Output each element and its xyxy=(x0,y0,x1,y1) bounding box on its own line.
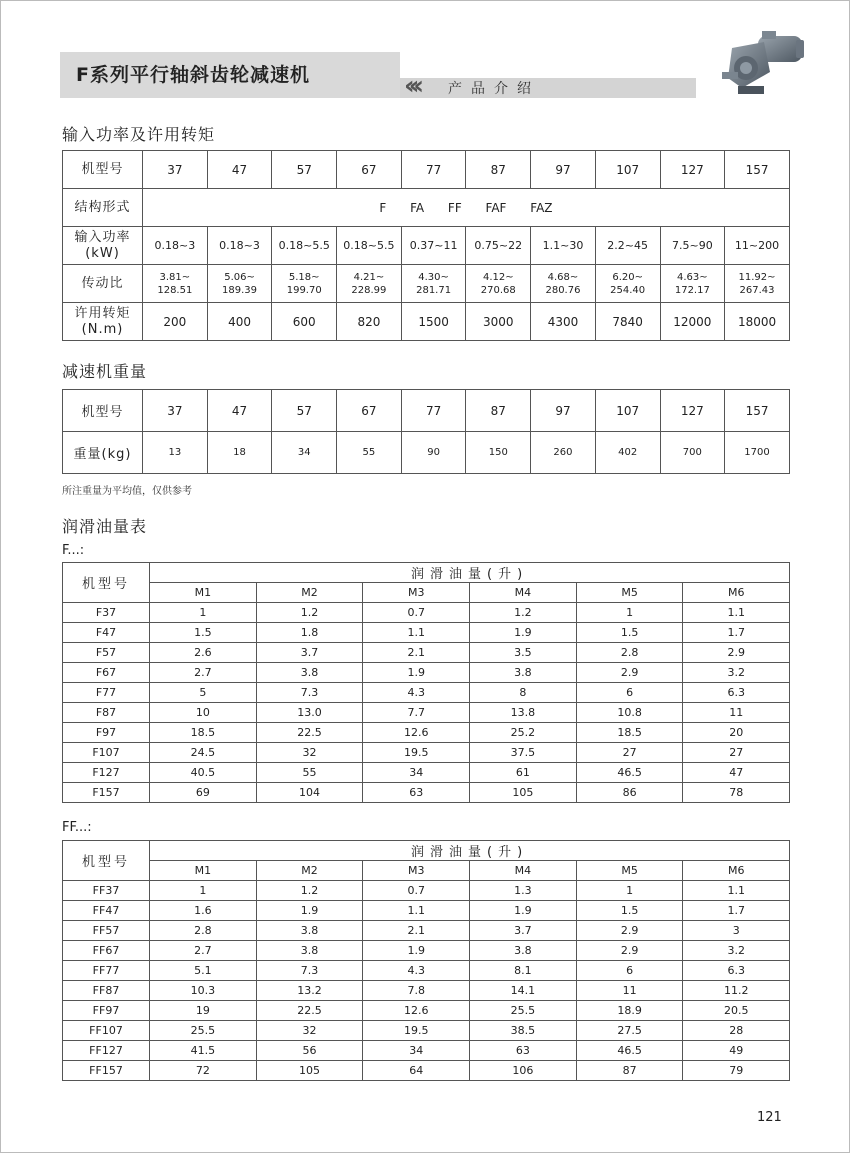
power-cell: 0.18~5.5 xyxy=(272,227,337,265)
oil-value-cell: 63 xyxy=(470,1041,577,1061)
table-row xyxy=(63,1061,790,1081)
oil-value-cell: 1.5 xyxy=(576,623,683,643)
model-cell: 157 xyxy=(725,151,790,189)
model-cell: FF67 xyxy=(63,941,150,961)
power-cell: 0.37~11 xyxy=(401,227,466,265)
oil-value-cell: 13.8 xyxy=(470,703,577,723)
model-cell: F47 xyxy=(63,623,150,643)
model-cell: 47 xyxy=(207,390,272,432)
oil-value-cell: 47 xyxy=(683,763,790,783)
oil-value-cell: 2.9 xyxy=(683,643,790,663)
ratio-min: 4.12~ xyxy=(482,271,514,283)
model-cell: 37 xyxy=(143,390,208,432)
torque-label-line2: (N.m) xyxy=(81,321,124,337)
ratio-min: 4.21~ xyxy=(353,271,385,283)
oil-value-cell: 27 xyxy=(576,743,683,763)
oil-value-cell: 64 xyxy=(363,1061,470,1081)
oil-value-cell: 2.6 xyxy=(150,643,257,663)
oil-value-cell: 11.2 xyxy=(683,981,790,1001)
oil-header: 润滑油量(升) xyxy=(150,841,790,861)
table-row xyxy=(63,881,790,901)
oil-value-cell: 46.5 xyxy=(576,1041,683,1061)
ratio-max: 254.40 xyxy=(610,284,646,296)
header-strip xyxy=(400,78,696,98)
oil-value-cell: 1.6 xyxy=(150,901,257,921)
model-cell: 107 xyxy=(595,390,660,432)
power-cell: 0.75~22 xyxy=(466,227,531,265)
power-label-line1: 输入功率 xyxy=(74,229,131,245)
oil-value-cell: 25.2 xyxy=(470,723,577,743)
oil-value-cell: 46.5 xyxy=(576,763,683,783)
table-row xyxy=(63,303,790,341)
model-cell: 47 xyxy=(207,151,272,189)
ratio-cell xyxy=(337,265,402,303)
oil-value-cell: 87 xyxy=(576,1061,683,1081)
torque-cell: 1500 xyxy=(401,303,466,341)
oil-value-cell: 11 xyxy=(576,981,683,1001)
mount-header: M1 xyxy=(150,583,257,603)
power-cell: 0.18~5.5 xyxy=(337,227,402,265)
ratio-min: 6.20~ xyxy=(612,271,643,283)
oil-value-cell: 1.7 xyxy=(683,623,790,643)
oil-value-cell: 1.1 xyxy=(683,603,790,623)
model-cell: FF57 xyxy=(63,921,150,941)
table-row xyxy=(63,1021,790,1041)
table-row xyxy=(63,227,790,265)
model-cell: 57 xyxy=(272,390,337,432)
oil-value-cell: 13.2 xyxy=(256,981,363,1001)
oil-value-cell: 2.9 xyxy=(576,921,683,941)
model-cell: F77 xyxy=(63,683,150,703)
power-cell: 1.1~30 xyxy=(531,227,596,265)
oil-value-cell: 4.3 xyxy=(363,683,470,703)
ratio-min: 3.81~ xyxy=(159,271,191,283)
oil-value-cell: 1 xyxy=(576,603,683,623)
oil-value-cell: 12.6 xyxy=(363,723,470,743)
section-title-power-torque: 输入功率及许用转矩 xyxy=(62,125,216,144)
table-row xyxy=(63,432,790,474)
ratio-max: 189.39 xyxy=(222,284,258,296)
oil-value-cell: 3.8 xyxy=(256,921,363,941)
structure-label: 结构形式 xyxy=(63,189,143,227)
oil-value-cell: 8.1 xyxy=(470,961,577,981)
oil-value-cell: 14.1 xyxy=(470,981,577,1001)
oil-value-cell: 56 xyxy=(256,1041,363,1061)
oil-value-cell: 19.5 xyxy=(363,1021,470,1041)
torque-cell: 12000 xyxy=(660,303,725,341)
model-cell: F57 xyxy=(63,643,150,663)
ratio-min: 4.30~ xyxy=(418,271,449,283)
mount-header: M2 xyxy=(256,861,363,881)
oil-value-cell: 32 xyxy=(256,1021,363,1041)
model-cell: 57 xyxy=(272,151,337,189)
oil-value-cell: 1.3 xyxy=(470,881,577,901)
oil-value-cell: 20.5 xyxy=(683,1001,790,1021)
weight-cell: 150 xyxy=(466,432,531,474)
mount-header-row xyxy=(63,583,790,603)
table-row xyxy=(63,1001,790,1021)
mount-header: M6 xyxy=(683,861,790,881)
oil-value-cell: 1.9 xyxy=(470,901,577,921)
oil-value-cell: 79 xyxy=(683,1061,790,1081)
oil-value-cell: 10.3 xyxy=(150,981,257,1001)
oil-value-cell: 2.9 xyxy=(576,941,683,961)
torque-cell: 400 xyxy=(207,303,272,341)
mount-header-row xyxy=(63,861,790,881)
oil-value-cell: 34 xyxy=(363,1041,470,1061)
weight-cell: 402 xyxy=(595,432,660,474)
oil-value-cell: 27 xyxy=(683,743,790,763)
oil-value-cell: 6.3 xyxy=(683,961,790,981)
torque-cell: 7840 xyxy=(595,303,660,341)
torque-cell: 600 xyxy=(272,303,337,341)
mount-header: M2 xyxy=(256,583,363,603)
torque-cell: 4300 xyxy=(531,303,596,341)
model-cell: 97 xyxy=(531,151,596,189)
ratio-max: 199.70 xyxy=(286,284,322,296)
page-title: F系列平行轴斜齿轮减速机 xyxy=(76,64,310,86)
table-row xyxy=(63,683,790,703)
table-row xyxy=(63,941,790,961)
model-cell: F127 xyxy=(63,763,150,783)
ratio-max: 172.17 xyxy=(674,284,710,296)
weight-cell: 13 xyxy=(143,432,208,474)
gear-motor-image xyxy=(718,28,808,100)
oil-value-cell: 2.1 xyxy=(363,643,470,663)
table-row xyxy=(63,743,790,763)
oil-value-cell: 105 xyxy=(470,783,577,803)
oil-value-cell: 3.2 xyxy=(683,663,790,683)
model-cell: F67 xyxy=(63,663,150,683)
ratio-min: 5.18~ xyxy=(288,271,320,283)
model-cell: 77 xyxy=(401,151,466,189)
weight-cell: 260 xyxy=(531,432,596,474)
ratio-label: 传动比 xyxy=(63,265,143,303)
oil-value-cell: 7.3 xyxy=(256,961,363,981)
power-cell: 7.5~90 xyxy=(660,227,725,265)
oil-value-cell: 7.7 xyxy=(363,703,470,723)
model-cell: FF127 xyxy=(63,1041,150,1061)
ratio-cell xyxy=(207,265,272,303)
oil-value-cell: 55 xyxy=(256,763,363,783)
table-row xyxy=(63,783,790,803)
ratio-max: 128.51 xyxy=(157,284,193,296)
table-row xyxy=(63,921,790,941)
weight-cell: 700 xyxy=(660,432,725,474)
power-cell: 11~200 xyxy=(725,227,790,265)
oil-value-cell: 3.8 xyxy=(256,941,363,961)
oil-value-cell: 22.5 xyxy=(256,723,363,743)
table-header-row xyxy=(63,563,790,583)
torque-cell: 200 xyxy=(143,303,208,341)
model-cell: 97 xyxy=(531,390,596,432)
oil-value-cell: 104 xyxy=(256,783,363,803)
oil-value-cell: 6.3 xyxy=(683,683,790,703)
oil-value-cell: 11 xyxy=(683,703,790,723)
oil-value-cell: 78 xyxy=(683,783,790,803)
weight-cell: 34 xyxy=(272,432,337,474)
table-header-row xyxy=(63,841,790,861)
oil-value-cell: 6 xyxy=(576,961,683,981)
table-row xyxy=(63,151,790,189)
mount-header: M3 xyxy=(363,583,470,603)
ratio-max: 267.43 xyxy=(739,284,775,296)
torque-label-line1: 许用转矩 xyxy=(74,305,131,321)
ratio-min: 11.92~ xyxy=(738,271,776,283)
power-cell: 2.2~45 xyxy=(595,227,660,265)
ratio-cell xyxy=(725,265,790,303)
oil-value-cell: 6 xyxy=(576,683,683,703)
oil-value-cell: 18.5 xyxy=(150,723,257,743)
ratio-max: 228.99 xyxy=(351,284,387,296)
oil-value-cell: 0.7 xyxy=(363,603,470,623)
model-cell: FF47 xyxy=(63,901,150,921)
oil-value-cell: 1.9 xyxy=(256,901,363,921)
oil-value-cell: 10 xyxy=(150,703,257,723)
oil-value-cell: 41.5 xyxy=(150,1041,257,1061)
ff-series-label: FF...: xyxy=(62,820,92,835)
model-cell: 107 xyxy=(595,151,660,189)
model-cell: FF107 xyxy=(63,1021,150,1041)
oil-value-cell: 1.2 xyxy=(256,603,363,623)
oil-value-cell: 2.7 xyxy=(150,663,257,683)
model-cell: FF87 xyxy=(63,981,150,1001)
table-row xyxy=(63,663,790,683)
f-oil-table-body xyxy=(63,563,790,803)
oil-value-cell: 1.5 xyxy=(576,901,683,921)
oil-value-cell: 2.7 xyxy=(150,941,257,961)
oil-value-cell: 69 xyxy=(150,783,257,803)
ratio-cell xyxy=(401,265,466,303)
oil-value-cell: 7.3 xyxy=(256,683,363,703)
oil-value-cell: 1.7 xyxy=(683,901,790,921)
ff-oil-table-body xyxy=(63,841,790,1081)
weight-cell: 18 xyxy=(207,432,272,474)
oil-value-cell: 49 xyxy=(683,1041,790,1061)
model-cell: 157 xyxy=(725,390,790,432)
oil-value-cell: 3.5 xyxy=(470,643,577,663)
oil-value-cell: 19 xyxy=(150,1001,257,1021)
oil-value-cell: 40.5 xyxy=(150,763,257,783)
model-cell: 67 xyxy=(337,390,402,432)
oil-value-cell: 1.5 xyxy=(150,623,257,643)
model-cell: FF157 xyxy=(63,1061,150,1081)
model-header: 机型号 xyxy=(63,841,150,881)
oil-value-cell: 2.8 xyxy=(150,921,257,941)
model-header: 机型号 xyxy=(63,563,150,603)
mount-header: M5 xyxy=(576,583,683,603)
table-row xyxy=(63,643,790,663)
mount-header: M4 xyxy=(470,583,577,603)
oil-value-cell: 25.5 xyxy=(150,1021,257,1041)
oil-value-cell: 2.9 xyxy=(576,663,683,683)
oil-value-cell: 1.9 xyxy=(363,663,470,683)
oil-value-cell: 4.3 xyxy=(363,961,470,981)
model-cell: F157 xyxy=(63,783,150,803)
model-cell: 87 xyxy=(466,151,531,189)
oil-value-cell: 3.7 xyxy=(256,643,363,663)
model-cell: 87 xyxy=(466,390,531,432)
oil-value-cell: 3.7 xyxy=(470,921,577,941)
oil-value-cell: 7.8 xyxy=(363,981,470,1001)
weight-table xyxy=(62,389,790,474)
oil-value-cell: 25.5 xyxy=(470,1001,577,1021)
oil-value-cell: 8 xyxy=(470,683,577,703)
f-oil-table xyxy=(62,562,790,803)
page-subtitle: 产品介绍 xyxy=(448,81,540,97)
chevrons-icon: ‹‹‹ xyxy=(404,71,419,101)
oil-value-cell: 18.5 xyxy=(576,723,683,743)
ratio-max: 280.76 xyxy=(545,284,581,296)
torque-cell: 3000 xyxy=(466,303,531,341)
torque-cell: 820 xyxy=(337,303,402,341)
model-cell: FF97 xyxy=(63,1001,150,1021)
weight-cell: 55 xyxy=(337,432,402,474)
weight-note: 所注重量为平均值，仅供参考 xyxy=(62,486,192,497)
ratio-cell xyxy=(660,265,725,303)
structure-types: F FA FF FAF FAZ xyxy=(143,189,790,227)
oil-value-cell: 1.9 xyxy=(363,941,470,961)
model-cell: 77 xyxy=(401,390,466,432)
oil-value-cell: 10.8 xyxy=(576,703,683,723)
model-cell: 37 xyxy=(143,151,208,189)
table-row xyxy=(63,189,790,227)
oil-value-cell: 5.1 xyxy=(150,961,257,981)
weight-cell: 90 xyxy=(401,432,466,474)
weight-cell: 1700 xyxy=(725,432,790,474)
oil-value-cell: 1 xyxy=(150,881,257,901)
table-row xyxy=(63,603,790,623)
oil-value-cell: 18.9 xyxy=(576,1001,683,1021)
oil-value-cell: 13.0 xyxy=(256,703,363,723)
f-series-label: F...: xyxy=(62,543,85,558)
torque-cell: 18000 xyxy=(725,303,790,341)
model-cell: 127 xyxy=(660,151,725,189)
oil-value-cell: 28 xyxy=(683,1021,790,1041)
mount-header: M6 xyxy=(683,583,790,603)
ratio-max: 281.71 xyxy=(416,284,452,296)
oil-value-cell: 86 xyxy=(576,783,683,803)
power-cell: 0.18~3 xyxy=(207,227,272,265)
model-label: 机型号 xyxy=(63,151,143,189)
oil-value-cell: 24.5 xyxy=(150,743,257,763)
oil-value-cell: 12.6 xyxy=(363,1001,470,1021)
table-row xyxy=(63,961,790,981)
model-cell: F107 xyxy=(63,743,150,763)
oil-value-cell: 2.1 xyxy=(363,921,470,941)
oil-value-cell: 1.2 xyxy=(470,603,577,623)
oil-value-cell: 3.8 xyxy=(470,663,577,683)
mount-header: M1 xyxy=(150,861,257,881)
oil-value-cell: 1.1 xyxy=(683,881,790,901)
section-title-weight: 减速机重量 xyxy=(62,362,148,381)
ratio-cell xyxy=(272,265,337,303)
oil-value-cell: 72 xyxy=(150,1061,257,1081)
table-row xyxy=(63,390,790,432)
oil-value-cell: 1.9 xyxy=(470,623,577,643)
table-row xyxy=(63,901,790,921)
power-torque-table xyxy=(62,150,790,341)
oil-value-cell: 1.2 xyxy=(256,881,363,901)
section-title-lubrication: 润滑油量表 xyxy=(62,517,148,536)
model-cell: F97 xyxy=(63,723,150,743)
model-cell: F87 xyxy=(63,703,150,723)
oil-value-cell: 3.8 xyxy=(256,663,363,683)
model-label: 机型号 xyxy=(63,390,143,432)
oil-value-cell: 61 xyxy=(470,763,577,783)
oil-value-cell: 5 xyxy=(150,683,257,703)
oil-value-cell: 1.8 xyxy=(256,623,363,643)
oil-value-cell: 34 xyxy=(363,763,470,783)
model-cell: F37 xyxy=(63,603,150,623)
oil-header: 润滑油量(升) xyxy=(150,563,790,583)
oil-value-cell: 106 xyxy=(470,1061,577,1081)
table-row xyxy=(63,1041,790,1061)
table-row xyxy=(63,981,790,1001)
oil-value-cell: 27.5 xyxy=(576,1021,683,1041)
oil-value-cell: 22.5 xyxy=(256,1001,363,1021)
oil-value-cell: 20 xyxy=(683,723,790,743)
oil-value-cell: 1 xyxy=(150,603,257,623)
oil-value-cell: 3 xyxy=(683,921,790,941)
oil-value-cell: 0.7 xyxy=(363,881,470,901)
power-label-line2: (kW) xyxy=(85,245,120,261)
ratio-min: 4.68~ xyxy=(547,271,579,283)
ratio-cell xyxy=(595,265,660,303)
mount-header: M4 xyxy=(470,861,577,881)
oil-value-cell: 32 xyxy=(256,743,363,763)
oil-value-cell: 105 xyxy=(256,1061,363,1081)
model-cell: FF77 xyxy=(63,961,150,981)
mount-header: M3 xyxy=(363,861,470,881)
table-row xyxy=(63,703,790,723)
oil-value-cell: 1 xyxy=(576,881,683,901)
page-number: 121 xyxy=(757,1110,782,1125)
ratio-max: 270.68 xyxy=(480,284,516,296)
oil-value-cell: 19.5 xyxy=(363,743,470,763)
oil-value-cell: 63 xyxy=(363,783,470,803)
oil-value-cell: 3.8 xyxy=(470,941,577,961)
oil-value-cell: 1.1 xyxy=(363,623,470,643)
torque-label xyxy=(63,303,143,341)
mount-header: M5 xyxy=(576,861,683,881)
weight-label: 重量(kg) xyxy=(63,432,143,474)
oil-value-cell: 37.5 xyxy=(470,743,577,763)
power-label xyxy=(63,227,143,265)
table-row xyxy=(63,763,790,783)
model-cell: FF37 xyxy=(63,881,150,901)
model-cell: 127 xyxy=(660,390,725,432)
oil-value-cell: 2.8 xyxy=(576,643,683,663)
power-cell: 0.18~3 xyxy=(143,227,208,265)
table-row xyxy=(63,623,790,643)
oil-value-cell: 38.5 xyxy=(470,1021,577,1041)
oil-value-cell: 3.2 xyxy=(683,941,790,961)
ratio-cell xyxy=(531,265,596,303)
ratio-min: 5.06~ xyxy=(224,271,255,283)
ratio-cell xyxy=(143,265,208,303)
table-row xyxy=(63,723,790,743)
ratio-min: 4.63~ xyxy=(677,271,708,283)
model-cell: 67 xyxy=(337,151,402,189)
oil-value-cell: 1.1 xyxy=(363,901,470,921)
ratio-cell xyxy=(466,265,531,303)
ff-oil-table xyxy=(62,840,790,1081)
table-row xyxy=(63,265,790,303)
